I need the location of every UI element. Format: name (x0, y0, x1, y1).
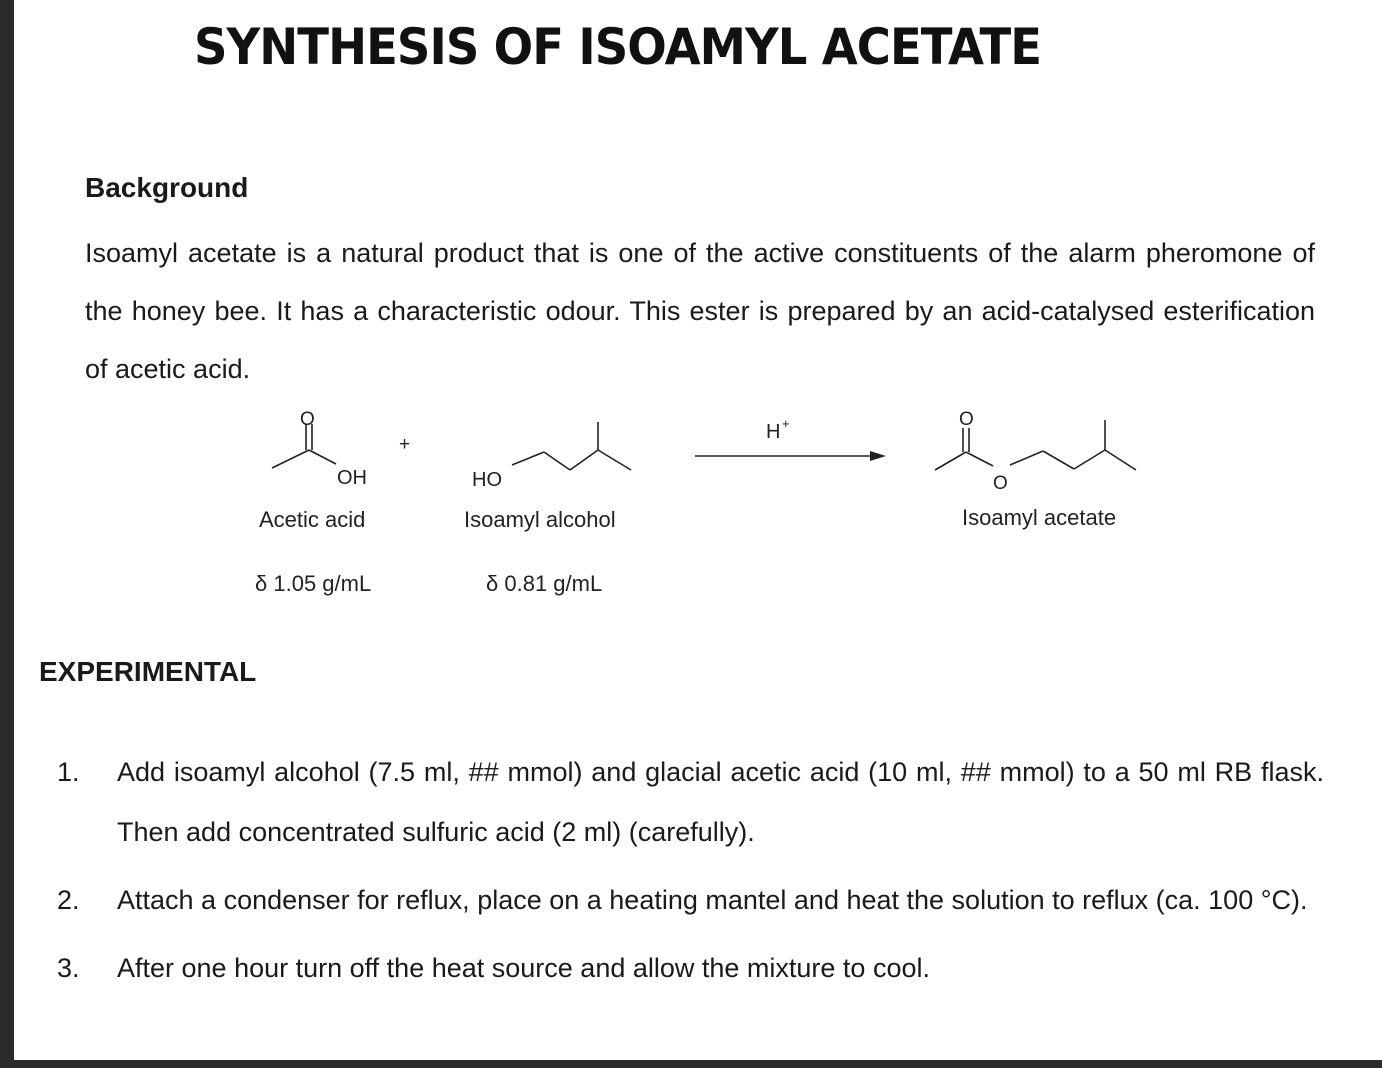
step-number: 2. (57, 885, 80, 915)
acetic-acid-structure (272, 424, 336, 468)
background-heading: Background (85, 172, 249, 203)
step-number: 1. (57, 757, 80, 787)
step-text: After one hour turn off the heat source and allow the mixture to cool. (117, 953, 930, 983)
reaction-arrow (695, 451, 886, 461)
isoamyl-acetate-structure (935, 420, 1136, 470)
isoamyl-acetate-ester-o: O (993, 473, 1008, 494)
list-item (14, 742, 1382, 862)
experimental-heading: EXPERIMENTAL (39, 656, 257, 687)
experimental-steps (14, 742, 1382, 1006)
background-paragraph: Isoamyl acetate is a natural product that is one of the active constituents of the alarm pheromone of the honey bee. It has a characteristic odour. This ester is prepared by an acid-catalysed esterification of acetic acid. (85, 238, 1315, 384)
isoamyl-acetate-carbonyl-o: O (959, 409, 974, 430)
step-text: Add isoamyl alcohol (7.5 ml, ## mmol) and glacial acetic acid (10 ml, ## mmol) to a 50 ml RB flask. Then add concentrated sulfuric acid (2 ml) (carefully). (117, 757, 1324, 847)
acetic-acid-density: δ 1.05 g/mL (255, 571, 372, 596)
document-page (14, 0, 1382, 1060)
isoamyl-alcohol-ho: HO (472, 469, 502, 491)
isoamyl-alcohol-density: δ 0.81 g/mL (486, 571, 603, 596)
step-text: Attach a condenser for reflux, place on a heating mantel and heat the solution to reflux (ca. 100 °C). (117, 885, 1308, 915)
acetic-acid-label: Acetic acid (259, 507, 366, 532)
isoamyl-alcohol-structure (512, 422, 631, 470)
acetic-acid-carbonyl-o: O (300, 409, 315, 430)
catalyst-label: H (766, 421, 781, 443)
list-item (14, 870, 1382, 930)
list-item (14, 938, 1382, 998)
page-title: SYNTHESIS OF ISOAMYL ACETATE (194, 18, 1042, 76)
acetic-acid-oh: OH (337, 467, 367, 489)
catalyst-charge: + (782, 416, 790, 431)
plus-sign: + (399, 434, 411, 455)
isoamyl-acetate-label: Isoamyl acetate (962, 505, 1117, 530)
isoamyl-alcohol-label: Isoamyl alcohol (464, 507, 616, 532)
step-number: 3. (57, 953, 80, 983)
